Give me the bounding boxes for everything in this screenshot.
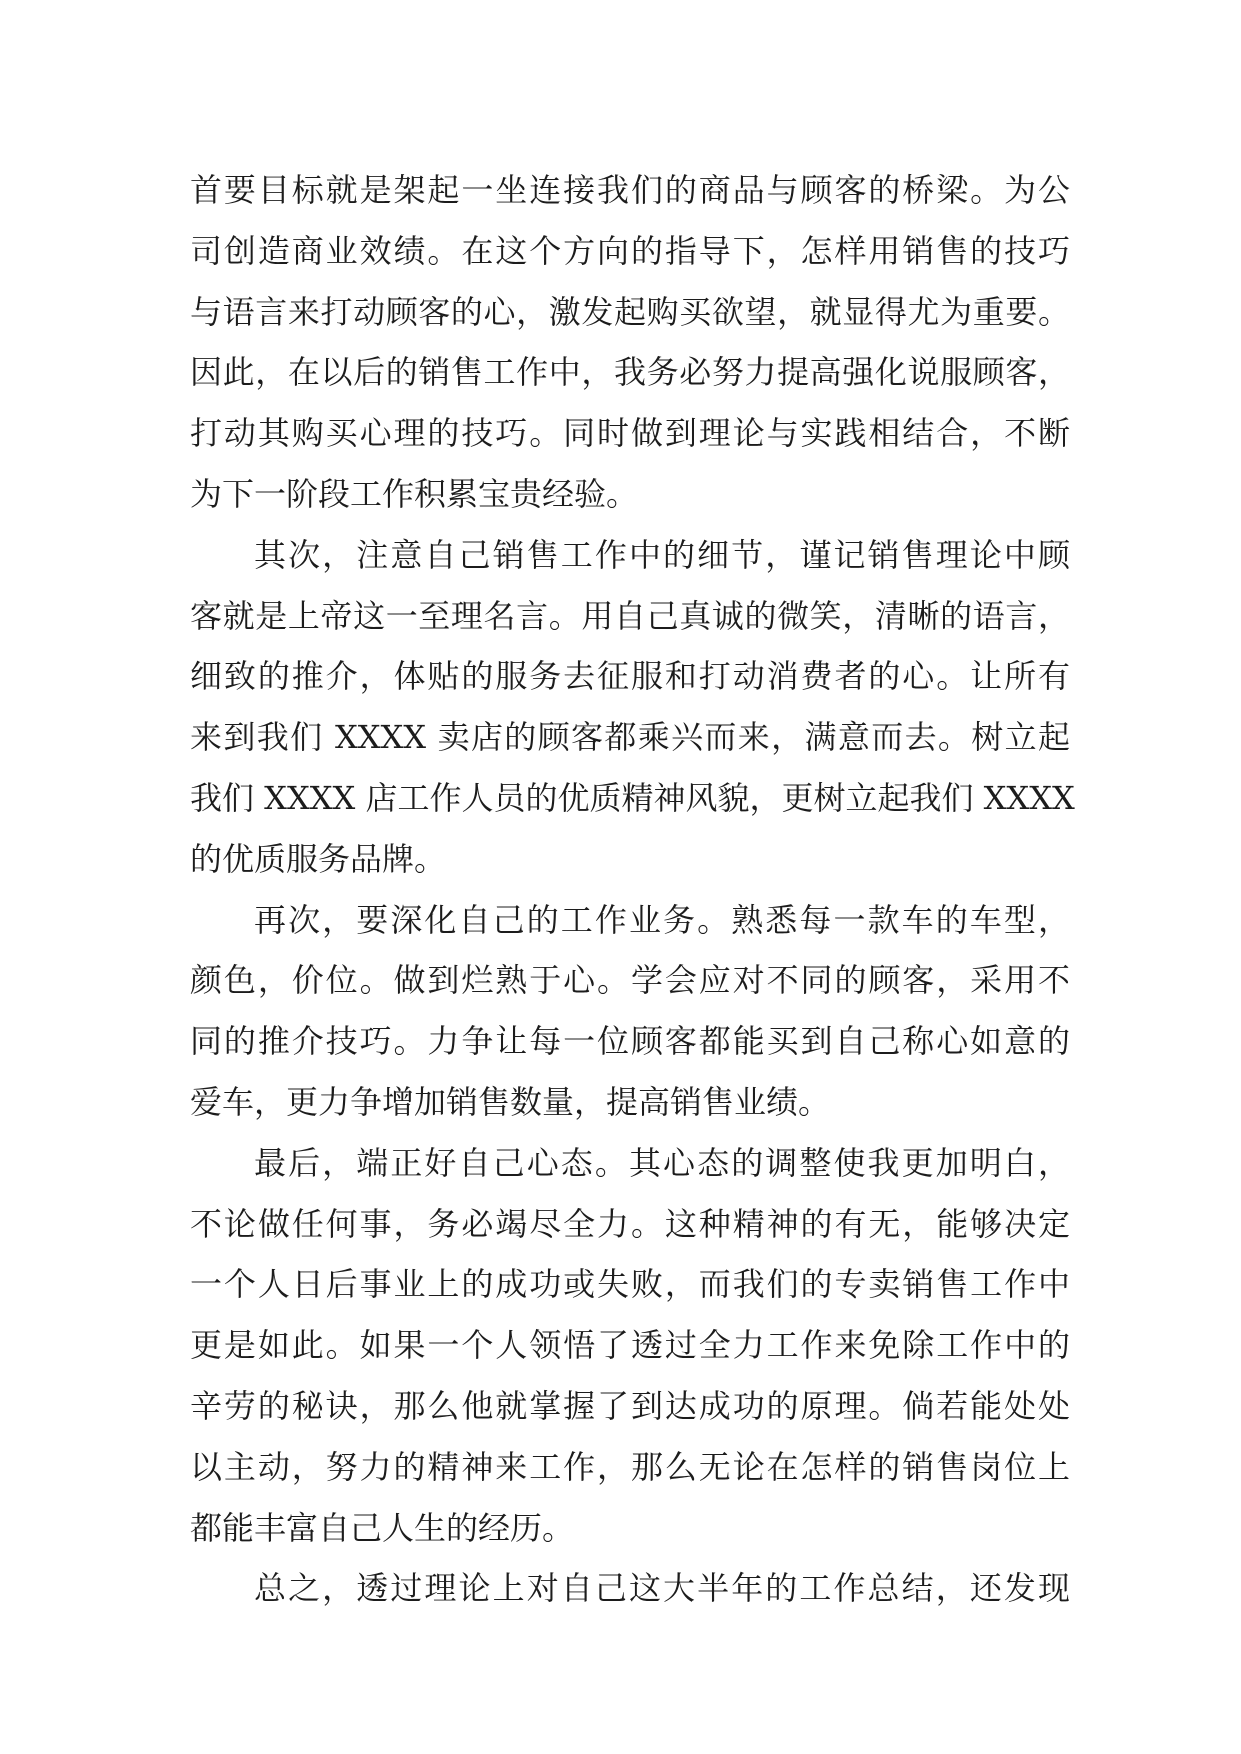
text-line: 打动其购买心理的技巧。同时做到理论与实践相结合，不断 — [190, 414, 1070, 453]
text-line: 我们 XXXX 店工作人员的优质精神风貌，更树立起我们 XXXX — [190, 778, 1075, 817]
text-line: 来到我们 XXXX 卖店的顾客都乘兴而来，满意而去。树立起 — [190, 718, 1070, 757]
text-line: 首要目标就是架起一坐连接我们的商品与顾客的桥梁。为公 — [190, 171, 1070, 209]
text-line: 爱车，更力争增加销售数量，提高销售业绩。 — [190, 1082, 831, 1121]
text-line: 为下一阶段工作积累宝贵经验。 — [190, 474, 639, 513]
text-line: 辛劳的秘诀，那么他就掌握了到达成功的原理。倘若能处处 — [190, 1386, 1070, 1425]
text-line: 以主动，努力的精神来工作，那么无论在怎样的销售岗位上 — [190, 1447, 1070, 1486]
text-line: 都能丰富自己人生的经历。 — [190, 1508, 575, 1547]
text-line: 一个人日后事业上的成功或失败，而我们的专卖销售工作中 — [190, 1265, 1070, 1304]
text-line: 同的推介技巧。力争让每一位顾客都能买到自己称心如意的 — [190, 1022, 1070, 1061]
text-line: 细致的推介，体贴的服务去征服和打动消费者的心。让所有 — [190, 657, 1070, 696]
body-text — [190, 160, 1075, 1619]
text-line: 的优质服务品牌。 — [190, 839, 447, 878]
text-line: 更是如此。如果一个人领悟了透过全力工作来免除工作中的 — [190, 1326, 1070, 1365]
text-line: 司创造商业效绩。在这个方向的指导下，怎样用销售的技巧 — [190, 231, 1070, 270]
text-line: 不论做任何事，务必竭尽全力。这种精神的有无，能够决定 — [190, 1204, 1070, 1243]
text-line: 客就是上帝这一至理名言。用自己真诚的微笑，清晰的语言， — [190, 596, 1070, 635]
paragraph-start-line: 最后，端正好自己心态。其心态的调整使我更加明白， — [254, 1143, 1070, 1182]
text-line: 颜色，价位。做到烂熟于心。学会应对不同的顾客，采用不 — [190, 961, 1070, 1000]
text-line: 因此，在以后的销售工作中，我务必努力提高强化说服顾客， — [190, 353, 1070, 392]
paragraph-start-line: 再次，要深化自己的工作业务。熟悉每一款车的车型， — [254, 900, 1070, 939]
paragraph-start-line: 其次，注意自己销售工作中的细节，谨记销售理论中顾 — [254, 535, 1070, 574]
paragraph-start-line: 总之，透过理论上对自己这大半年的工作总结，还发现 — [254, 1569, 1070, 1608]
text-line: 与语言来打动顾客的心，激发起购买欲望，就显得尤为重要。 — [190, 292, 1070, 331]
